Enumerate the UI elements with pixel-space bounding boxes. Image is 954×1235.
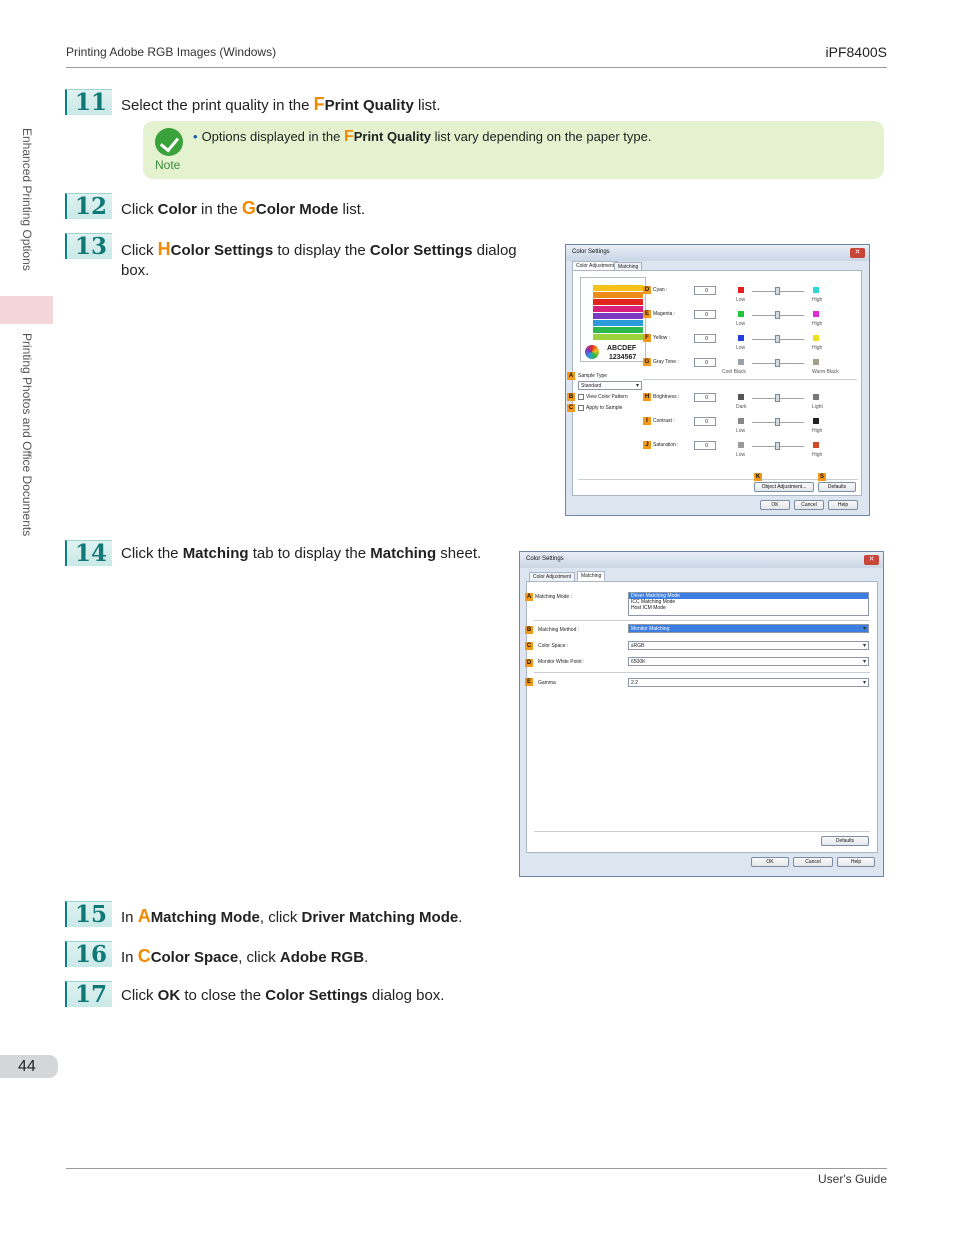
step-15-text: In AMatching Mode, click Driver Matching Mode. (121, 906, 463, 926)
adjust-value-spinner[interactable]: 0 (694, 441, 716, 450)
step-number-13: 13 (65, 233, 112, 259)
adjust-label: Contrast : (653, 418, 675, 424)
key-label-a: A (568, 373, 574, 379)
low-swatch-icon (738, 335, 744, 341)
high-label: High (812, 321, 823, 327)
divider (534, 831, 870, 832)
low-swatch-icon (738, 359, 744, 365)
matching-mode-option[interactable]: Host ICM Mode (631, 605, 666, 611)
cancel-button[interactable]: Cancel (793, 857, 833, 867)
adjust-value-spinner[interactable]: 0 (694, 417, 716, 426)
adjust-label: Cyan : (653, 287, 668, 293)
key-label-g: G (644, 359, 650, 365)
adjust-value-spinner[interactable]: 0 (694, 334, 716, 343)
low-label: Dark (736, 404, 747, 410)
color-space-select[interactable]: sRGB ▾ (628, 641, 869, 650)
step-17-text: Click OK to close the Color Settings dialog box. (121, 987, 445, 1004)
key-label-e: E (644, 311, 649, 317)
preview-text-letters: ABCDEF (607, 345, 637, 352)
cancel-button[interactable]: Cancel (794, 500, 824, 510)
note-box (143, 121, 884, 179)
low-label: Low (736, 321, 746, 327)
side-tab-enhanced-printing: Enhanced Printing Options (20, 128, 34, 271)
adjust-slider-thumb[interactable] (775, 287, 780, 295)
header-rule (66, 67, 887, 68)
step-number-15: 15 (65, 901, 112, 927)
high-swatch-icon (813, 359, 819, 365)
adjust-label: Saturation : (653, 442, 679, 448)
view-color-pattern-label: View Color Pattern (586, 394, 628, 400)
color-wheel-icon (585, 345, 599, 359)
high-label: High (812, 297, 823, 303)
low-swatch-icon (738, 442, 744, 448)
low-swatch-icon (738, 287, 744, 293)
divider (534, 620, 870, 621)
dialog-title: Color Settings (520, 552, 883, 568)
low-swatch-icon (738, 311, 744, 317)
matching-mode-label: Matching Mode : (535, 594, 572, 600)
step-16-text: In CColor Space, click Adobe RGB. (121, 946, 369, 966)
low-swatch-icon (738, 394, 744, 400)
monitor-white-point-select[interactable]: 6500K ▾ (628, 657, 869, 666)
high-swatch-icon (813, 311, 819, 317)
object-adjustment-button[interactable]: Object Adjustment... (754, 482, 814, 492)
adjust-value-spinner[interactable]: 0 (694, 358, 716, 367)
high-label: Light (812, 404, 823, 410)
matching-mode-option[interactable]: ICC Matching Mode (631, 599, 676, 605)
step-11-text: Select the print quality in the FPrint Quality list. (121, 94, 441, 114)
tab-matching[interactable]: Matching (577, 571, 605, 581)
note-label: Note (155, 158, 181, 172)
footer-rule (66, 1168, 887, 1169)
step-number-12: 12 (65, 193, 112, 219)
step-number-17: 17 (65, 981, 112, 1007)
key-label-c: C (526, 643, 532, 649)
adjust-label: Brightness : (653, 394, 680, 400)
low-swatch-icon (738, 418, 744, 424)
close-icon[interactable]: ✕ (864, 555, 879, 565)
key-label-e: E (526, 679, 531, 685)
defaults-button[interactable]: Defaults (821, 836, 869, 846)
pencils-image (593, 284, 643, 342)
low-label: Low (736, 297, 746, 303)
running-header-model: iPF8400S (825, 44, 887, 60)
monitor-white-point-label: Monitor White Point : (538, 659, 585, 665)
step-12-text: Click Color in the GColor Mode list. (121, 198, 366, 218)
adjust-slider-thumb[interactable] (775, 442, 780, 450)
high-label: High (812, 345, 823, 351)
matching-method-select[interactable]: Monitor Matching ▾ (628, 624, 869, 633)
key-label-f: F (643, 334, 651, 342)
sample-preview (580, 277, 646, 362)
divider (578, 479, 858, 480)
key-label-d: D (644, 287, 650, 293)
high-label: Warm Black (812, 369, 839, 375)
tab-panel (526, 581, 878, 853)
adjust-label: Yellow : (653, 335, 671, 341)
step-number-16: 16 (65, 941, 112, 967)
step-13-text: Click HColor Settings to display the Color Settings dialog box. (121, 239, 517, 279)
high-swatch-icon (813, 442, 819, 448)
low-label: Low (736, 428, 746, 434)
note-check-icon (155, 128, 183, 156)
sample-type-label: Sample Type (578, 373, 608, 379)
key-label-b: B (526, 627, 532, 633)
step-14-text: Click the Matching tab to display the Matching sheet. (121, 545, 482, 562)
color-space-label: Color Space : (538, 643, 569, 649)
matching-method-label: Matching Method : (538, 627, 580, 633)
dialog-title: Color Settings (566, 245, 869, 261)
low-label: Low (736, 452, 746, 458)
high-swatch-icon (813, 287, 819, 293)
gamma-label: Gamma (538, 680, 556, 686)
sample-type-select[interactable]: Standard ▾ (578, 381, 642, 390)
tab-color-adjustment[interactable]: Color Adjustment (572, 261, 618, 271)
ok-button[interactable]: OK (751, 857, 789, 867)
key-label-k: K (755, 474, 761, 480)
step-number-14: 14 (65, 540, 112, 566)
adjust-value-spinner[interactable]: 0 (694, 310, 716, 319)
key-label-a: A (526, 594, 532, 600)
help-button[interactable]: Help (837, 857, 875, 867)
key-label-h: H (644, 394, 650, 400)
adjust-slider-thumb[interactable] (775, 359, 780, 367)
help-button[interactable]: Help (828, 500, 858, 510)
note-text: • Options displayed in the FPrint Quality list vary depending on the paper type. (193, 128, 652, 145)
side-tab-photos-office: Printing Photos and Office Documents (20, 333, 34, 537)
matching-mode-option[interactable]: Driver Matching Mode (629, 593, 868, 599)
close-icon[interactable]: ✕ (850, 248, 865, 258)
adjust-slider-thumb[interactable] (775, 311, 780, 319)
defaults-button[interactable]: Defaults (818, 482, 856, 492)
preview-text-numbers: 1234567 (609, 354, 637, 361)
footer-guide-title: User's Guide (818, 1172, 887, 1186)
low-label: Low (736, 345, 746, 351)
running-header-title: Printing Adobe RGB Images (Windows) (66, 45, 277, 59)
tab-color-adjustment[interactable]: Color Adjustment (529, 572, 575, 582)
high-label: High (812, 428, 823, 434)
side-tab-marker (0, 296, 53, 324)
adjust-value-spinner[interactable]: 0 (694, 393, 716, 402)
page-number: 44 (0, 1055, 58, 1078)
view-color-pattern-checkbox[interactable] (578, 394, 584, 400)
high-swatch-icon (813, 394, 819, 400)
key-label-i: I (643, 417, 651, 425)
color-settings-dialog-matching (519, 551, 884, 877)
adjust-label: Magenta : (653, 311, 676, 317)
high-swatch-icon (813, 335, 819, 341)
key-label-d: D (526, 660, 532, 666)
matching-mode-listbox[interactable] (628, 592, 869, 616)
step-number-11: 11 (65, 89, 112, 115)
adjust-label: Gray Tone : (653, 359, 679, 365)
apply-to-sample-label: Apply to Sample (586, 405, 623, 411)
adjust-slider-thumb[interactable] (775, 418, 780, 426)
key-label-j: J (643, 441, 651, 449)
high-swatch-icon (813, 418, 819, 424)
color-settings-dialog-adjustment (565, 244, 870, 516)
key-f: F (313, 94, 325, 114)
low-label: Cool Black (722, 369, 746, 375)
key-label-b: B (568, 394, 574, 400)
gamma-select[interactable]: 2.2 ▾ (628, 678, 869, 687)
high-label: High (812, 452, 823, 458)
adjust-slider-thumb[interactable] (775, 335, 780, 343)
divider (643, 379, 857, 380)
divider (534, 672, 870, 673)
key-label-c: C (568, 405, 574, 411)
ok-button[interactable]: OK (760, 500, 790, 510)
key-label-s: S (819, 474, 824, 480)
adjust-slider-thumb[interactable] (775, 394, 780, 402)
adjust-value-spinner[interactable]: 0 (694, 286, 716, 295)
tab-matching[interactable]: Matching (614, 262, 642, 272)
apply-to-sample-checkbox[interactable] (578, 405, 584, 411)
